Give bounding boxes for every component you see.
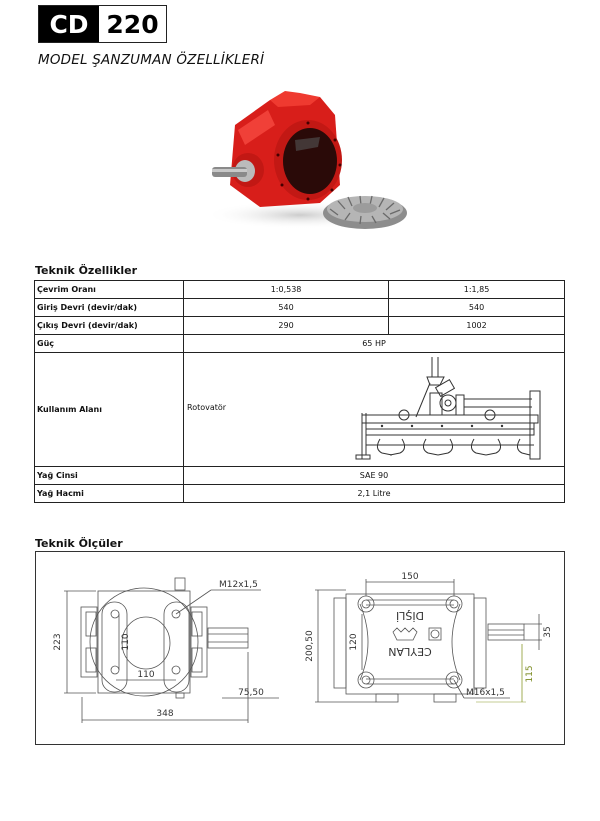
dim-top-thread: M16x1,5 [466, 688, 505, 698]
dimensions-box [35, 551, 565, 745]
dim-front-shaft: 75,50 [238, 688, 264, 698]
rotovator-drawing-icon [352, 355, 548, 463]
table-row [35, 335, 565, 353]
usage-cell [184, 353, 565, 467]
row-value: Rotovatör [187, 403, 227, 412]
dim-front-thread: M12x1,5 [219, 580, 258, 590]
row-label: Yağ Cinsi [35, 467, 184, 485]
brand-disli: DİŞLİ [395, 609, 425, 622]
dim-front-hole-v: 110 [121, 633, 131, 651]
brand-ceylan: CEYLAN [388, 645, 432, 658]
row-value: 2,1 Litre [184, 485, 565, 503]
row-value: SAE 90 [184, 467, 565, 485]
dimensions-title: Teknik Ölçüler [35, 537, 123, 550]
row-label: Kullanım Alanı [35, 353, 184, 467]
dim-front-hole-h: 110 [137, 670, 155, 680]
gearbox-photo-icon [200, 85, 415, 245]
dim-top-height: 200,50 [305, 630, 315, 662]
row-label: Çıkış Devri (devir/dak) [35, 317, 184, 335]
model-badge [38, 5, 167, 43]
dim-front-height: 223 [53, 633, 63, 651]
row-label: Yağ Hacmi [35, 485, 184, 503]
specs-table [34, 280, 565, 503]
front-view [64, 578, 279, 723]
table-row [35, 299, 565, 317]
dim-top-spacing: 150 [401, 572, 419, 582]
row-value: 290 [184, 317, 389, 335]
specs-title: Teknik Özellikler [35, 264, 138, 277]
table-row [35, 467, 565, 485]
page-subtitle: MODEL ŞANZUMAN ÖZELLİKLERİ [38, 52, 265, 68]
row-label: Giriş Devri (devir/dak) [35, 299, 184, 317]
dim-top-shaft-dia: 35 [543, 626, 553, 638]
dimension-drawing [36, 552, 566, 746]
dim-top-inner: 120 [349, 633, 359, 651]
row-label: Güç [35, 335, 184, 353]
row-label: Çevrim Oranı [35, 281, 184, 299]
row-value: 540 [389, 299, 565, 317]
row-value: 1002 [389, 317, 565, 335]
table-row [35, 281, 565, 299]
row-value: 1:0,538 [184, 281, 389, 299]
row-value: 65 HP [184, 335, 565, 353]
row-value: 1:1,85 [389, 281, 565, 299]
model-number: 220 [106, 9, 159, 39]
dim-top-shaft-height: 115 [525, 665, 535, 683]
dim-front-width: 348 [156, 709, 174, 719]
table-row [35, 353, 565, 467]
table-row [35, 317, 565, 335]
model-code: CD [39, 6, 99, 42]
table-row [35, 485, 565, 503]
row-value: 540 [184, 299, 389, 317]
